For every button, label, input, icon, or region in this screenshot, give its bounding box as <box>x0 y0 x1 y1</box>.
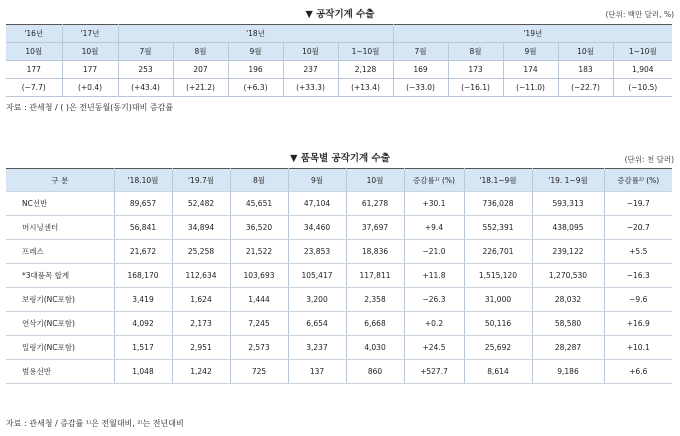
value-cell: 237 <box>283 61 338 79</box>
row-label: 머시닝센터 <box>6 216 114 240</box>
year-cell: '19년 <box>393 25 672 43</box>
data-cell: 6,654 <box>288 312 346 336</box>
data-cell: 52,482 <box>172 192 230 216</box>
row-label: 보링기(NC포함) <box>6 288 114 312</box>
header-cell: '19.7월 <box>172 169 230 192</box>
change-cell: (−22.7) <box>558 79 613 97</box>
data-cell: 34,894 <box>172 216 230 240</box>
data-cell: −21.0 <box>404 240 464 264</box>
data-cell: −26.3 <box>404 288 464 312</box>
month-cell: 10월 <box>283 43 338 61</box>
row-label: *3대품목 합계 <box>6 264 114 288</box>
data-cell: 2,358 <box>346 288 404 312</box>
month-cell: 7월 <box>118 43 173 61</box>
data-cell: 3,200 <box>288 288 346 312</box>
data-cell: 9,186 <box>532 360 604 384</box>
change-cell: (−33.0) <box>393 79 448 97</box>
data-cell: −19.7 <box>604 192 672 216</box>
table-row <box>6 288 672 312</box>
header-cell: '19. 1~9월 <box>532 169 604 192</box>
year-cell: '16년 <box>6 25 62 43</box>
month-cell: 10월 <box>62 43 118 61</box>
data-cell: 50,116 <box>464 312 532 336</box>
data-cell: +0.2 <box>404 312 464 336</box>
data-cell: 103,693 <box>230 264 288 288</box>
value-cell: 196 <box>228 61 283 79</box>
change-cell: (−7.7) <box>6 79 62 97</box>
table-row <box>6 240 672 264</box>
data-cell: 137 <box>288 360 346 384</box>
data-cell: −9.6 <box>604 288 672 312</box>
table-row <box>6 336 672 360</box>
data-cell: 4,030 <box>346 336 404 360</box>
value-cell: 173 <box>448 61 503 79</box>
data-cell: 21,672 <box>114 240 172 264</box>
month-cell: 1~10월 <box>613 43 672 61</box>
value-row <box>6 61 672 79</box>
header-cell: '18.10월 <box>114 169 172 192</box>
table-row <box>6 216 672 240</box>
data-cell: 6,668 <box>346 312 404 336</box>
data-cell: 34,460 <box>288 216 346 240</box>
value-cell: 174 <box>503 61 558 79</box>
value-cell: 177 <box>6 61 62 79</box>
table1-source-note: 자료 : 관세청 / ( )은 전년동월(동기)대비 증감률 <box>6 103 174 112</box>
data-cell: +5.5 <box>604 240 672 264</box>
data-cell: 1,242 <box>172 360 230 384</box>
value-cell: 183 <box>558 61 613 79</box>
change-cell: (+6.3) <box>228 79 283 97</box>
data-cell: 239,122 <box>532 240 604 264</box>
data-cell: 2,173 <box>172 312 230 336</box>
data-cell: +9.4 <box>404 216 464 240</box>
value-cell: 253 <box>118 61 173 79</box>
month-cell: 8월 <box>448 43 503 61</box>
year-header-row <box>6 25 672 43</box>
header-cell: 8월 <box>230 169 288 192</box>
data-cell: 31,000 <box>464 288 532 312</box>
data-cell: 168,170 <box>114 264 172 288</box>
data-cell: 4,092 <box>114 312 172 336</box>
export-summary-table <box>6 24 672 97</box>
row-label: 연삭기(NC포함) <box>6 312 114 336</box>
data-cell: 21,522 <box>230 240 288 264</box>
table-row <box>6 312 672 336</box>
data-cell: 8,614 <box>464 360 532 384</box>
change-cell: (−10.5) <box>613 79 672 97</box>
month-cell: 8월 <box>173 43 228 61</box>
change-cell: (+13.4) <box>338 79 393 97</box>
data-cell: 25,692 <box>464 336 532 360</box>
data-cell: 1,048 <box>114 360 172 384</box>
data-cell: +16.9 <box>604 312 672 336</box>
data-cell: −20.7 <box>604 216 672 240</box>
data-cell: 2,951 <box>172 336 230 360</box>
data-cell: +24.5 <box>404 336 464 360</box>
data-cell: 58,580 <box>532 312 604 336</box>
data-cell: +6.6 <box>604 360 672 384</box>
data-cell: +10.1 <box>604 336 672 360</box>
data-cell: 1,515,120 <box>464 264 532 288</box>
header-cell: 증감률²⁾ (%) <box>604 169 672 192</box>
data-cell: +11.8 <box>404 264 464 288</box>
data-cell: 45,651 <box>230 192 288 216</box>
data-cell: 61,278 <box>346 192 404 216</box>
data-cell: 28,032 <box>532 288 604 312</box>
table-row <box>6 360 672 384</box>
data-cell: +30.1 <box>404 192 464 216</box>
header-cell: 9월 <box>288 169 346 192</box>
change-cell: (+33.3) <box>283 79 338 97</box>
data-cell: 552,391 <box>464 216 532 240</box>
data-cell: 7,245 <box>230 312 288 336</box>
data-cell: 112,634 <box>172 264 230 288</box>
data-cell: +527.7 <box>404 360 464 384</box>
data-cell: 2,573 <box>230 336 288 360</box>
change-cell: (+21.2) <box>173 79 228 97</box>
data-cell: 89,657 <box>114 192 172 216</box>
header-cell: 구 분 <box>6 169 114 192</box>
change-row <box>6 79 672 97</box>
row-label: 밀링기(NC포함) <box>6 336 114 360</box>
year-cell: '17년 <box>62 25 118 43</box>
year-cell: '18년 <box>118 25 393 43</box>
value-cell: 2,128 <box>338 61 393 79</box>
row-label: NC선반 <box>6 192 114 216</box>
data-cell: 3,419 <box>114 288 172 312</box>
data-cell: 25,258 <box>172 240 230 264</box>
table2-header-row <box>6 169 672 192</box>
table-row <box>6 264 672 288</box>
table-row <box>6 192 672 216</box>
data-cell: 56,841 <box>114 216 172 240</box>
data-cell: 23,853 <box>288 240 346 264</box>
month-cell: 10월 <box>6 43 62 61</box>
data-cell: 226,701 <box>464 240 532 264</box>
data-cell: 28,287 <box>532 336 604 360</box>
table1-title: ▼ 공작기계 수출 <box>305 9 375 20</box>
table1-unit: (단위: 백만 달러, %) <box>605 10 674 19</box>
data-cell: 47,104 <box>288 192 346 216</box>
table2-source-note: 자료 : 관세청 / 증감률 ¹⁾은 전월대비, ²⁾는 전년대비 <box>6 419 184 428</box>
month-cell: 10월 <box>558 43 613 61</box>
data-cell: −16.3 <box>604 264 672 288</box>
month-header-row <box>6 43 672 61</box>
header-cell: 증감률¹⁾ (%) <box>404 169 464 192</box>
data-cell: 36,520 <box>230 216 288 240</box>
header-cell: 10월 <box>346 169 404 192</box>
table2-unit: (단위: 천 달러) <box>624 155 674 164</box>
value-cell: 207 <box>173 61 228 79</box>
change-cell: (−11.0) <box>503 79 558 97</box>
data-cell: 438,095 <box>532 216 604 240</box>
month-cell: 7월 <box>393 43 448 61</box>
table2-title: ▼ 품목별 공작기계 수출 <box>290 153 390 164</box>
data-cell: 1,624 <box>172 288 230 312</box>
month-cell: 9월 <box>228 43 283 61</box>
change-cell: (+43.4) <box>118 79 173 97</box>
data-cell: 105,417 <box>288 264 346 288</box>
data-cell: 1,444 <box>230 288 288 312</box>
row-label: 프레스 <box>6 240 114 264</box>
data-cell: 37,697 <box>346 216 404 240</box>
data-cell: 593,313 <box>532 192 604 216</box>
value-cell: 169 <box>393 61 448 79</box>
row-label: 범용선반 <box>6 360 114 384</box>
value-cell: 177 <box>62 61 118 79</box>
change-cell: (−16.1) <box>448 79 503 97</box>
data-cell: 3,237 <box>288 336 346 360</box>
data-cell: 736,028 <box>464 192 532 216</box>
change-cell: (+0.4) <box>62 79 118 97</box>
header-cell: '18.1~9월 <box>464 169 532 192</box>
data-cell: 1,270,530 <box>532 264 604 288</box>
data-cell: 1,517 <box>114 336 172 360</box>
data-cell: 860 <box>346 360 404 384</box>
data-cell: 725 <box>230 360 288 384</box>
item-export-table <box>6 168 672 384</box>
data-cell: 18,836 <box>346 240 404 264</box>
month-cell: 9월 <box>503 43 558 61</box>
month-cell: 1~10월 <box>338 43 393 61</box>
data-cell: 117,811 <box>346 264 404 288</box>
value-cell: 1,904 <box>613 61 672 79</box>
